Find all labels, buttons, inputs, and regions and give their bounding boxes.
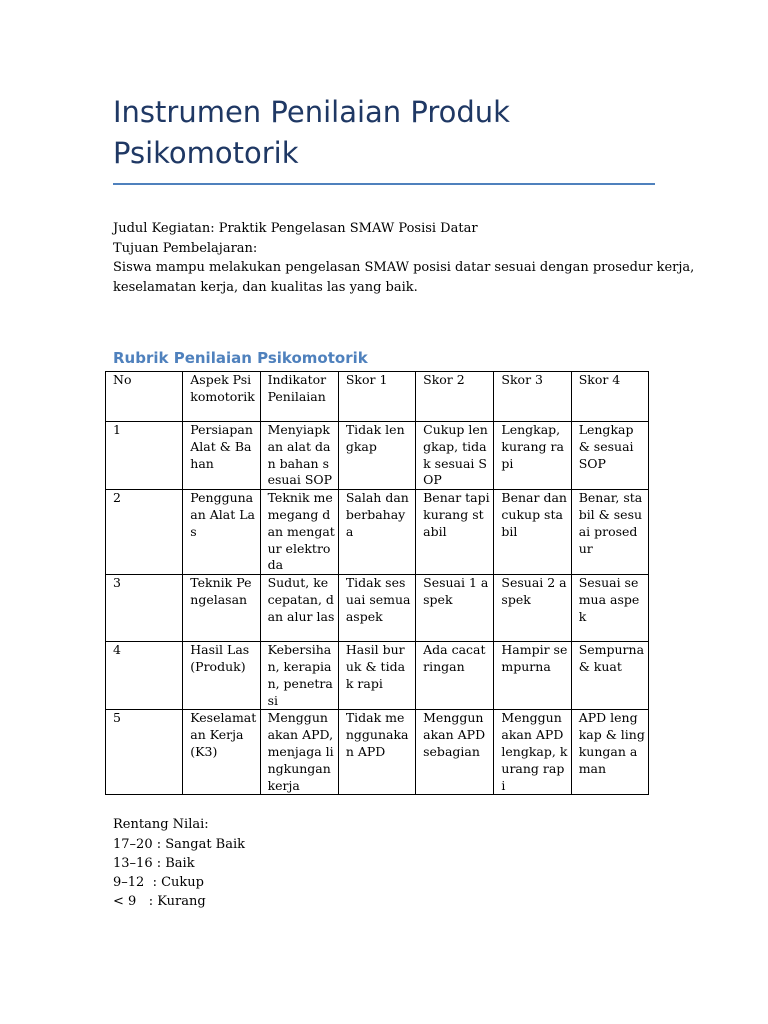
table-cell: 4 [106, 642, 183, 710]
header-cell: Indikator Penilaian [260, 372, 338, 422]
table-cell: Teknik memegang dan mengatur elektroda [260, 490, 338, 575]
table-cell: Menggunakan APD sebagian [416, 710, 494, 795]
range-label: Rentang Nilai: [113, 817, 209, 833]
table-cell: Lengkap, kurang rapi [494, 422, 571, 490]
table-cell: Penggunaan Alat Las [183, 490, 260, 575]
header-cell: Aspek Psikomotorik [183, 372, 260, 422]
table-cell: Sudut, kecepatan, dan alur las [260, 575, 338, 642]
range-item: 9–12 : Cukup [113, 874, 204, 890]
header-cell: Skor 4 [571, 372, 648, 422]
table-cell: Sempurna & kuat [571, 642, 648, 710]
table-cell: Hasil Las (Produk) [183, 642, 260, 710]
table-cell: Cukup lengkap, tidak sesuai SOP [416, 422, 494, 490]
table-cell: Menggunakan APD lengkap, kurang rapi [494, 710, 571, 795]
table-cell: Sesuai 2 aspek [494, 575, 571, 642]
table-cell: Sesuai 1 aspek [416, 575, 494, 642]
judul-kegiatan: Judul Kegiatan: Praktik Pengelasan SMAW Posisi Datar [113, 221, 478, 236]
table-cell: Benar dan cukup stabil [494, 490, 571, 575]
table-cell: 3 [106, 575, 183, 642]
title-divider [113, 183, 655, 185]
table-cell: Menyiapkan alat dan bahan sesuai SOP [260, 422, 338, 490]
table-cell: 5 [106, 710, 183, 795]
table-cell: Ada cacat ringan [416, 642, 494, 710]
range-item: 13–16 : Baik [113, 855, 195, 871]
table-row [106, 642, 649, 710]
table-cell: Hasil buruk & tidak rapi [338, 642, 415, 710]
table-row [106, 422, 649, 490]
table-cell: Salah dan berbahaya [338, 490, 415, 575]
table-cell: Benar tapi kurang stabil [416, 490, 494, 575]
rubric-table [105, 371, 649, 795]
rubric-heading: Rubrik Penilaian Psikomotorik [113, 349, 368, 367]
header-cell: Skor 1 [338, 372, 415, 422]
table-cell: APD lengkap & lingkungan aman [571, 710, 648, 795]
tujuan-label: Tujuan Pembelajaran: [113, 240, 258, 256]
table-cell: Benar, stabil & sesuai prosedur [571, 490, 648, 575]
table-cell: Hampir sempurna [494, 642, 571, 710]
document-page [113, 92, 695, 911]
table-cell: Menggunakan APD, menjaga lingkungan kerja [260, 710, 338, 795]
tujuan-line-1: Siswa mampu melakukan pengelasan SMAW posisi datar sesuai dengan prosedur kerja, [113, 260, 695, 275]
range-item: < 9 : Kurang [113, 894, 206, 910]
table-cell: Persiapan Alat & Bahan [183, 422, 260, 490]
table-cell: Keselamatan Kerja (K3) [183, 710, 260, 795]
header-cell: No [106, 372, 183, 422]
range-item: 17–20 : Sangat Baik [113, 836, 246, 852]
table-cell: Kebersihan, kerapian, penetrasi [260, 642, 338, 710]
document-title [113, 92, 658, 174]
table-cell: 1 [106, 422, 183, 490]
table-row [106, 710, 649, 795]
table-header-row [106, 372, 649, 422]
table-cell: Sesuai semua aspek [571, 575, 648, 642]
table-cell: Lengkap & sesuai SOP [571, 422, 648, 490]
title-line-1: Instrumen Penilaian Produk [113, 95, 510, 129]
tujuan-line-2: keselamatan kerja, dan kualitas las yang baik. [113, 279, 418, 295]
table-cell: 2 [106, 490, 183, 575]
table-cell: Tidak lengkap [338, 422, 415, 490]
table-cell: Tidak menggunakan APD [338, 710, 415, 795]
title-line-2: Psikomotorik [113, 136, 299, 170]
rentang-nilai [113, 815, 658, 911]
table-cell: Teknik Pengelasan [183, 575, 260, 642]
table-cell: Tidak sesuai semua aspek [338, 575, 415, 642]
table-row [106, 575, 649, 642]
table-row [106, 490, 649, 575]
header-cell: Skor 2 [416, 372, 494, 422]
header-cell: Skor 3 [494, 372, 571, 422]
intro-section [113, 219, 695, 297]
